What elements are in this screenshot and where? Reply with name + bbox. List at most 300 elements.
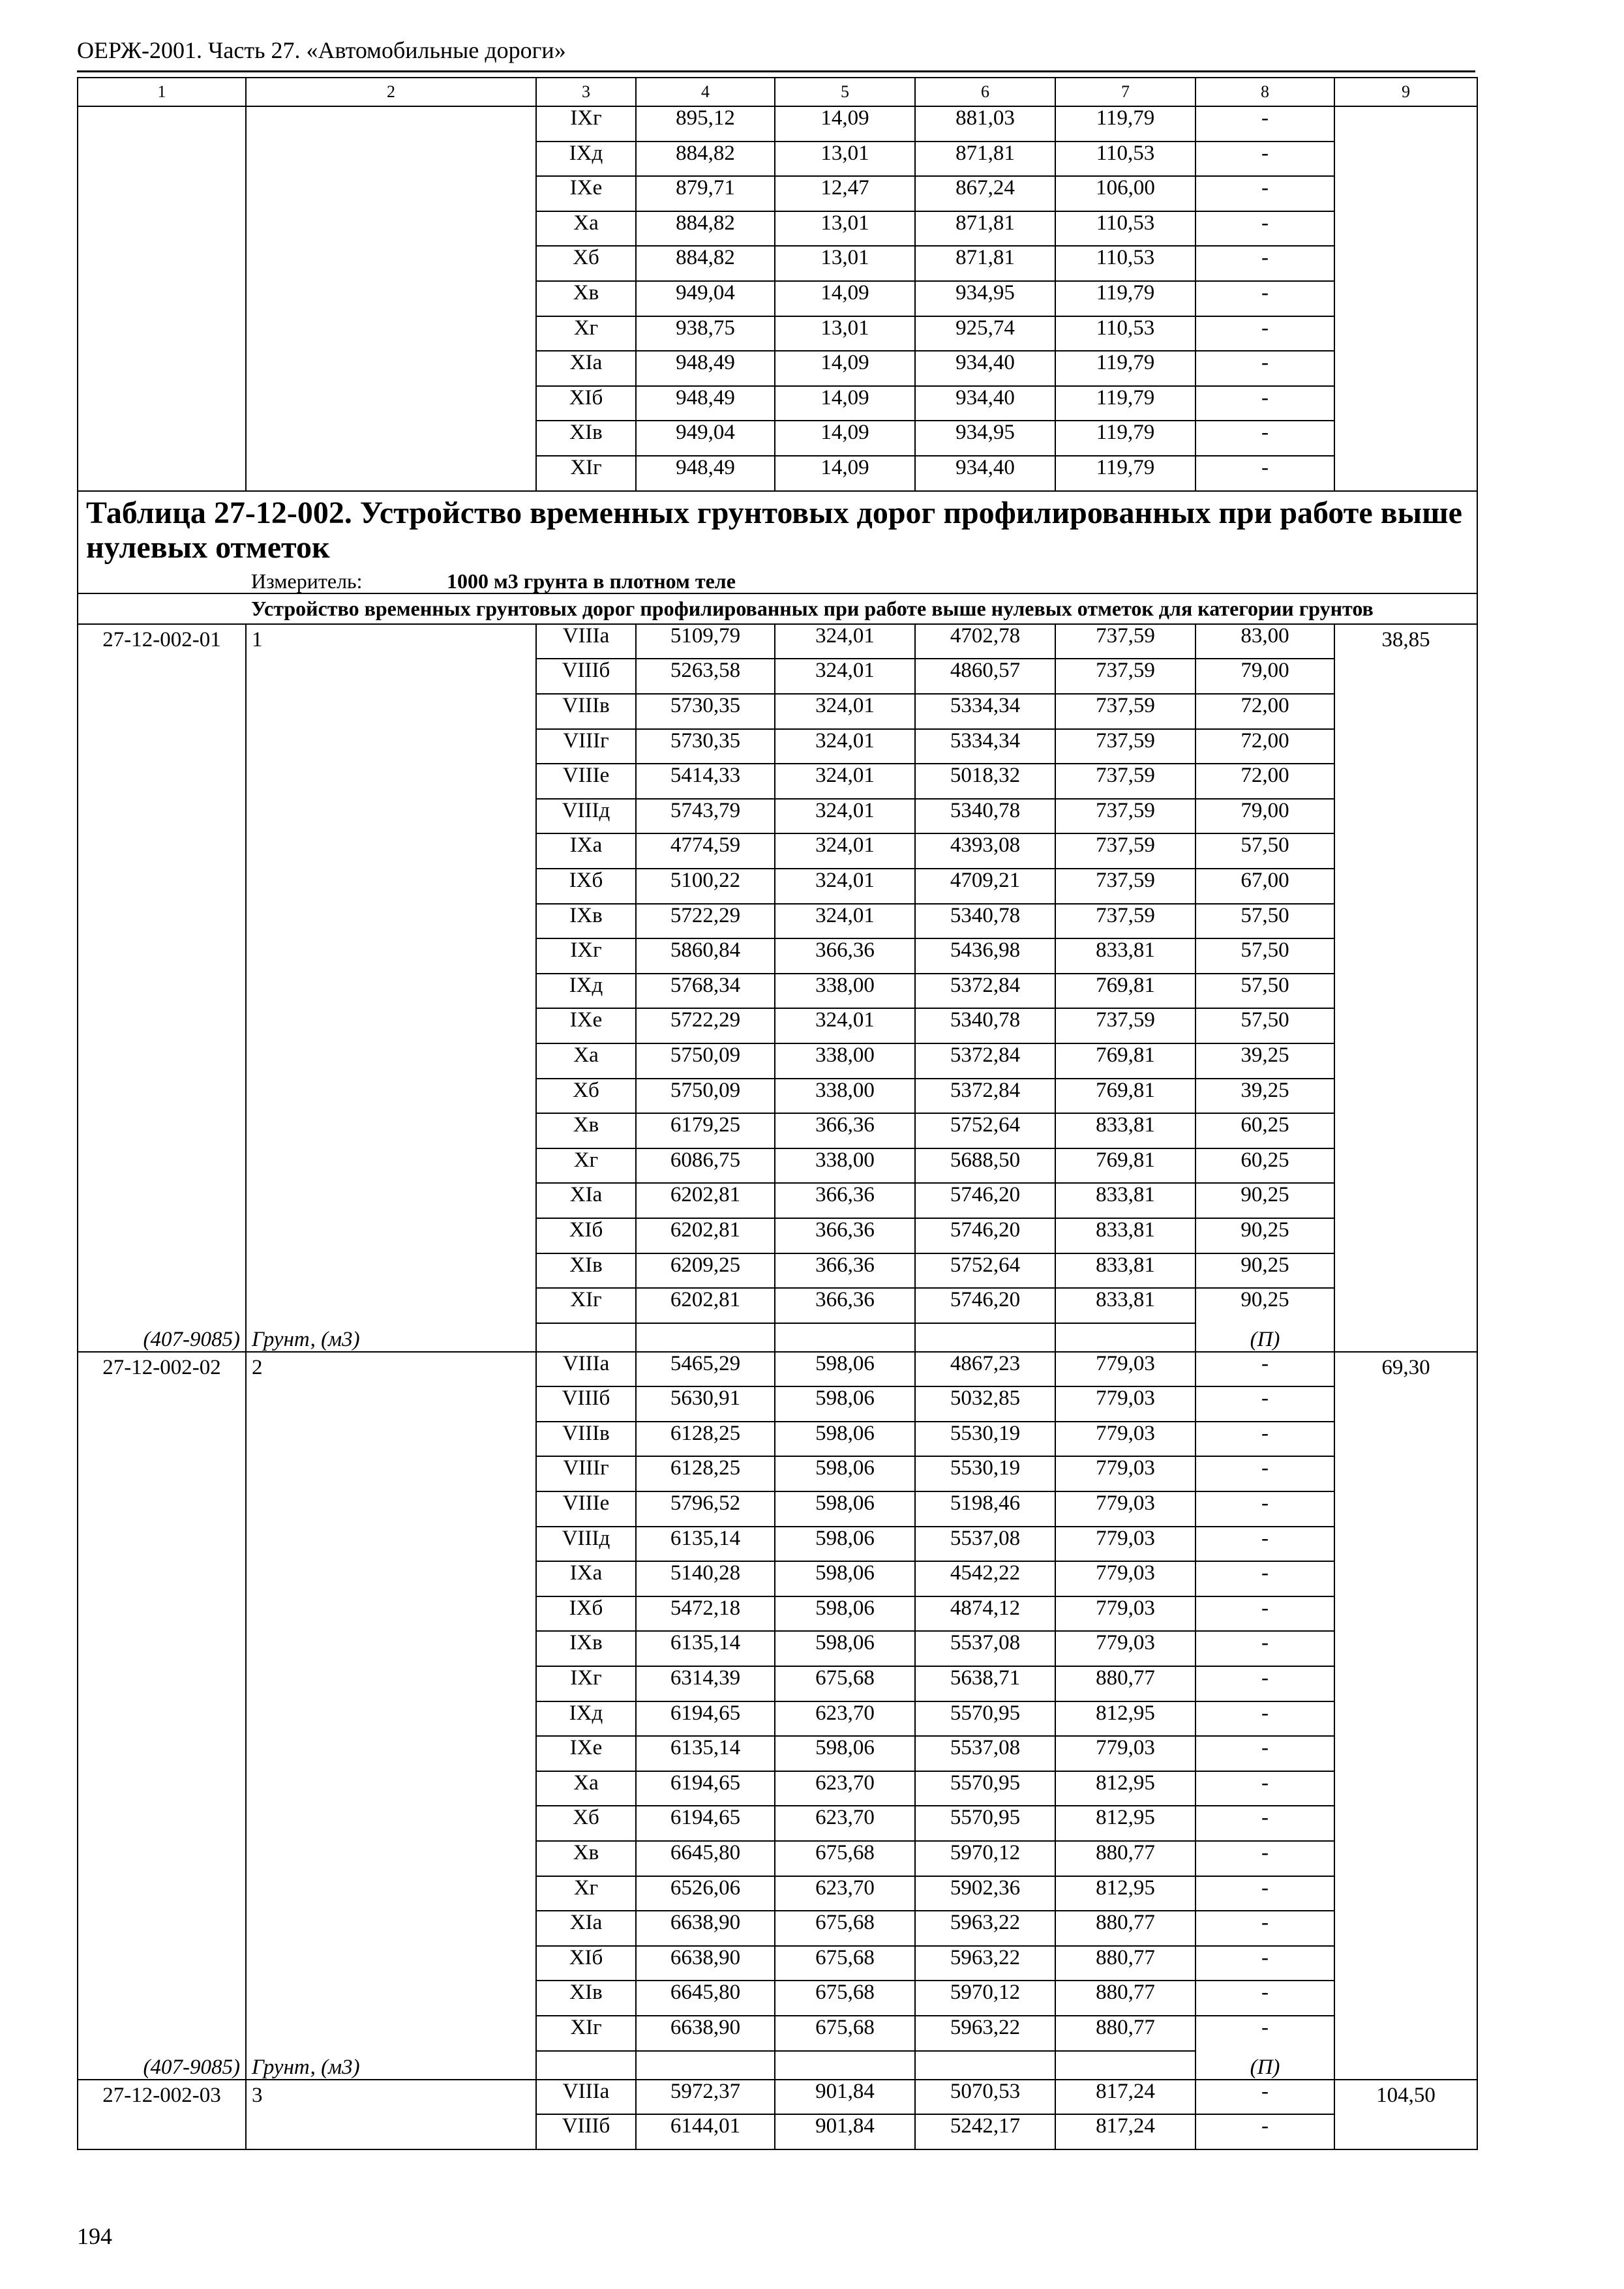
value-cell: 769,81 bbox=[1055, 1043, 1195, 1079]
column-number: 2 bbox=[246, 78, 536, 106]
category-cell: Xб bbox=[536, 246, 636, 281]
value-cell: 737,59 bbox=[1055, 869, 1195, 904]
category-cell: IXд bbox=[536, 1701, 636, 1737]
category-cell: VIIIб bbox=[536, 659, 636, 694]
category-cell: VIIIд bbox=[536, 799, 636, 834]
value-cell: 366,36 bbox=[775, 938, 915, 974]
category-cell: VIIIа bbox=[536, 1352, 636, 1387]
value-cell: 871,81 bbox=[915, 211, 1055, 247]
value-cell: 948,49 bbox=[636, 351, 775, 386]
column-number: 3 bbox=[536, 78, 636, 106]
value-cell: 5722,29 bbox=[636, 1008, 775, 1043]
category-cell: XIг bbox=[536, 2016, 636, 2051]
category-cell: VIIIа bbox=[536, 624, 636, 659]
value-cell: 13,01 bbox=[775, 316, 915, 352]
value-cell: 881,03 bbox=[915, 106, 1055, 142]
column-number: 8 bbox=[1195, 78, 1334, 106]
value-cell: 5768,34 bbox=[636, 974, 775, 1009]
header-rule bbox=[77, 70, 1475, 72]
value-cell: 72,00 bbox=[1195, 729, 1334, 764]
category-cell: XIв bbox=[536, 1253, 636, 1289]
value-cell: 884,82 bbox=[636, 246, 775, 281]
value-cell: 14,09 bbox=[775, 386, 915, 421]
value-cell: 119,79 bbox=[1055, 386, 1195, 421]
value-cell: 5796,52 bbox=[636, 1491, 775, 1527]
value-cell: 6086,75 bbox=[636, 1148, 775, 1184]
value-cell: 833,81 bbox=[1055, 1113, 1195, 1148]
value-cell: 12,47 bbox=[775, 176, 915, 211]
value-cell: 6314,39 bbox=[636, 1666, 775, 1701]
category-cell: VIIIв bbox=[536, 694, 636, 729]
category-cell: Xа bbox=[536, 1043, 636, 1079]
value-cell: 119,79 bbox=[1055, 351, 1195, 386]
value-cell: 324,01 bbox=[775, 694, 915, 729]
value-cell: - bbox=[1195, 1876, 1334, 1911]
category-cell: VIIIе bbox=[536, 1491, 636, 1527]
category-cell: VIIIе bbox=[536, 764, 636, 799]
value-cell: 884,82 bbox=[636, 211, 775, 247]
value-cell: 4702,78 bbox=[915, 624, 1055, 659]
value-cell: 5752,64 bbox=[915, 1253, 1055, 1289]
value-cell: 79,00 bbox=[1195, 799, 1334, 834]
value-cell: 737,59 bbox=[1055, 904, 1195, 939]
value-cell: 5860,84 bbox=[636, 938, 775, 974]
value-cell: - bbox=[1195, 1736, 1334, 1771]
value-cell: 5537,08 bbox=[915, 1736, 1055, 1771]
value-cell: 6202,81 bbox=[636, 1183, 775, 1218]
value-cell: 60,25 bbox=[1195, 1148, 1334, 1184]
value-cell: 5746,20 bbox=[915, 1218, 1055, 1253]
value-cell: 812,95 bbox=[1055, 1771, 1195, 1806]
value-cell: 938,75 bbox=[636, 316, 775, 352]
value-cell: 83,00 bbox=[1195, 624, 1334, 659]
value-cell: - bbox=[1195, 2080, 1334, 2115]
value-cell: - bbox=[1195, 351, 1334, 386]
resource-code: (407-9085) bbox=[78, 2051, 246, 2080]
value-cell: 779,03 bbox=[1055, 1352, 1195, 1387]
norm-name: 3 bbox=[246, 2080, 536, 2149]
value-cell: 106,00 bbox=[1055, 176, 1195, 211]
value-cell: 4867,23 bbox=[915, 1352, 1055, 1387]
value-cell: 833,81 bbox=[1055, 1183, 1195, 1218]
category-cell: IXв bbox=[536, 904, 636, 939]
table-title: Таблица 27-12-002. Устройство временных грунтовых дорог профилированных при работе выше нулевых отметок bbox=[78, 491, 1477, 569]
value-cell: - bbox=[1195, 1422, 1334, 1457]
value-cell: 5730,35 bbox=[636, 729, 775, 764]
resource-unit-mark: (П) bbox=[1195, 2051, 1334, 2080]
category-cell: XIа bbox=[536, 1911, 636, 1946]
resource-unit-mark: (П) bbox=[1195, 1323, 1334, 1352]
value-cell: 675,68 bbox=[775, 1666, 915, 1701]
value-cell: 110,53 bbox=[1055, 211, 1195, 247]
column-number: 4 bbox=[636, 78, 775, 106]
value-cell: - bbox=[1195, 456, 1334, 491]
value-cell: 623,70 bbox=[775, 1701, 915, 1737]
value-cell: 598,06 bbox=[775, 1456, 915, 1491]
value-cell: 779,03 bbox=[1055, 1422, 1195, 1457]
value-cell: 901,84 bbox=[775, 2114, 915, 2149]
value-cell: 5746,20 bbox=[915, 1183, 1055, 1218]
value-cell: 779,03 bbox=[1055, 1596, 1195, 1632]
value-cell: 948,49 bbox=[636, 386, 775, 421]
value-cell: 6135,14 bbox=[636, 1631, 775, 1666]
value-cell: 598,06 bbox=[775, 1352, 915, 1387]
value-cell: 79,00 bbox=[1195, 659, 1334, 694]
value-cell: - bbox=[1195, 316, 1334, 352]
value-cell: 6638,90 bbox=[636, 1946, 775, 1981]
category-cell: Xг bbox=[536, 316, 636, 352]
value-cell: 769,81 bbox=[1055, 1148, 1195, 1184]
value-cell: 366,36 bbox=[775, 1288, 915, 1323]
meter-label: Измеритель: bbox=[251, 569, 363, 593]
value-cell: 779,03 bbox=[1055, 1561, 1195, 1596]
value-cell: 90,25 bbox=[1195, 1183, 1334, 1218]
table-row bbox=[78, 2080, 1477, 2115]
value-cell: 39,25 bbox=[1195, 1043, 1334, 1079]
value-cell: 72,00 bbox=[1195, 694, 1334, 729]
value-cell: - bbox=[1195, 2016, 1334, 2051]
value-cell: - bbox=[1195, 246, 1334, 281]
value-cell: 5340,78 bbox=[915, 799, 1055, 834]
value-cell: 6209,25 bbox=[636, 1253, 775, 1289]
category-cell: IXе bbox=[536, 176, 636, 211]
value-cell: 14,09 bbox=[775, 456, 915, 491]
category-cell: IXг bbox=[536, 1666, 636, 1701]
empty-cell bbox=[1334, 1323, 1477, 1352]
value-cell: 5340,78 bbox=[915, 1008, 1055, 1043]
column-number: 5 bbox=[775, 78, 915, 106]
value-cell: - bbox=[1195, 1561, 1334, 1596]
value-cell: 5688,50 bbox=[915, 1148, 1055, 1184]
value-cell: 5730,35 bbox=[636, 694, 775, 729]
empty-cell bbox=[536, 1323, 636, 1352]
category-cell: IXв bbox=[536, 1631, 636, 1666]
value-cell: 948,49 bbox=[636, 456, 775, 491]
value-cell: 833,81 bbox=[1055, 1218, 1195, 1253]
value-cell: 324,01 bbox=[775, 833, 915, 869]
value-cell: - bbox=[1195, 1701, 1334, 1737]
value-cell: 110,53 bbox=[1055, 142, 1195, 177]
col9-cell-empty bbox=[1334, 106, 1477, 491]
value-cell: 879,71 bbox=[636, 176, 775, 211]
value-cell: 324,01 bbox=[775, 904, 915, 939]
category-cell: IXг bbox=[536, 106, 636, 142]
value-cell: 5340,78 bbox=[915, 904, 1055, 939]
category-cell: IXа bbox=[536, 1561, 636, 1596]
resource-row bbox=[78, 1323, 1477, 1352]
column-number-row bbox=[78, 78, 1477, 106]
value-cell: 5570,95 bbox=[915, 1806, 1055, 1841]
value-cell: 324,01 bbox=[775, 1008, 915, 1043]
value-cell: 6645,80 bbox=[636, 1981, 775, 2016]
value-cell: 5472,18 bbox=[636, 1596, 775, 1632]
value-cell: 5263,58 bbox=[636, 659, 775, 694]
value-cell: 6202,81 bbox=[636, 1218, 775, 1253]
value-cell: 737,59 bbox=[1055, 694, 1195, 729]
value-cell: 6144,01 bbox=[636, 2114, 775, 2149]
value-cell: - bbox=[1195, 1631, 1334, 1666]
value-cell: - bbox=[1195, 142, 1334, 177]
value-cell: - bbox=[1195, 1386, 1334, 1422]
value-cell: 884,82 bbox=[636, 142, 775, 177]
category-cell: XIв bbox=[536, 421, 636, 456]
value-cell: 880,77 bbox=[1055, 2016, 1195, 2051]
value-cell: 5372,84 bbox=[915, 1079, 1055, 1114]
value-cell: 14,09 bbox=[775, 421, 915, 456]
value-cell: 833,81 bbox=[1055, 938, 1195, 974]
value-cell: 5537,08 bbox=[915, 1631, 1055, 1666]
value-cell: 871,81 bbox=[915, 142, 1055, 177]
table-title-row bbox=[78, 491, 1477, 569]
value-cell: 934,40 bbox=[915, 456, 1055, 491]
value-cell: - bbox=[1195, 176, 1334, 211]
value-cell: 5334,34 bbox=[915, 729, 1055, 764]
value-cell: 5537,08 bbox=[915, 1527, 1055, 1562]
category-cell: Xа bbox=[536, 211, 636, 247]
value-cell: 4874,12 bbox=[915, 1596, 1055, 1632]
category-cell: IXг bbox=[536, 938, 636, 974]
category-cell: IXе bbox=[536, 1736, 636, 1771]
value-cell: 880,77 bbox=[1055, 1841, 1195, 1876]
empty-cell bbox=[1334, 2051, 1477, 2080]
value-cell: 67,00 bbox=[1195, 869, 1334, 904]
value-cell: 5570,95 bbox=[915, 1771, 1055, 1806]
value-cell: 833,81 bbox=[1055, 1288, 1195, 1323]
value-cell: 119,79 bbox=[1055, 106, 1195, 142]
column-number: 6 bbox=[915, 78, 1055, 106]
value-cell: - bbox=[1195, 1911, 1334, 1946]
value-cell: 5032,85 bbox=[915, 1386, 1055, 1422]
resource-name: Грунт, (м3) bbox=[246, 2051, 536, 2080]
value-cell: 6194,65 bbox=[636, 1771, 775, 1806]
value-cell: 6128,25 bbox=[636, 1422, 775, 1457]
value-cell: - bbox=[1195, 1456, 1334, 1491]
value-cell: - bbox=[1195, 1491, 1334, 1527]
value-cell: - bbox=[1195, 1841, 1334, 1876]
empty-cell bbox=[775, 2051, 915, 2080]
table-row bbox=[78, 1352, 1477, 1387]
value-cell: 934,40 bbox=[915, 351, 1055, 386]
value-cell: 5334,34 bbox=[915, 694, 1055, 729]
norm-code: 27-12-002-01 bbox=[78, 624, 246, 1323]
value-cell: 623,70 bbox=[775, 1876, 915, 1911]
value-cell: 4393,08 bbox=[915, 833, 1055, 869]
value-cell: 4774,59 bbox=[636, 833, 775, 869]
category-cell: Xг bbox=[536, 1876, 636, 1911]
value-cell: - bbox=[1195, 1946, 1334, 1981]
value-cell: 5970,12 bbox=[915, 1841, 1055, 1876]
value-cell: 60,25 bbox=[1195, 1113, 1334, 1148]
value-cell: 14,09 bbox=[775, 281, 915, 316]
category-cell: Xв bbox=[536, 1113, 636, 1148]
value-cell: 598,06 bbox=[775, 1736, 915, 1771]
value-cell: 6194,65 bbox=[636, 1806, 775, 1841]
value-cell: 5372,84 bbox=[915, 1043, 1055, 1079]
empty-cell bbox=[775, 1323, 915, 1352]
value-cell: 4542,22 bbox=[915, 1561, 1055, 1596]
value-cell: 5722,29 bbox=[636, 904, 775, 939]
value-cell: 324,01 bbox=[775, 764, 915, 799]
norm-name: 2 bbox=[246, 1352, 536, 2051]
value-cell: 598,06 bbox=[775, 1527, 915, 1562]
value-cell: - bbox=[1195, 1352, 1334, 1387]
value-cell: 5752,64 bbox=[915, 1113, 1055, 1148]
value-cell: 737,59 bbox=[1055, 729, 1195, 764]
name-cell-empty bbox=[246, 106, 536, 491]
value-cell: 119,79 bbox=[1055, 421, 1195, 456]
value-cell: 13,01 bbox=[775, 211, 915, 247]
value-cell: 5902,36 bbox=[915, 1876, 1055, 1911]
table-heading: Устройство временных грунтовых дорог профилированных при работе выше нулевых отметок для категории грунтов bbox=[78, 593, 1477, 624]
value-cell: 5750,09 bbox=[636, 1079, 775, 1114]
value-cell: 5743,79 bbox=[636, 799, 775, 834]
value-cell: 366,36 bbox=[775, 1253, 915, 1289]
value-cell: 57,50 bbox=[1195, 938, 1334, 974]
value-cell: 737,59 bbox=[1055, 799, 1195, 834]
column-number: 9 bbox=[1334, 78, 1477, 106]
code-cell-empty bbox=[78, 106, 246, 491]
value-cell: 779,03 bbox=[1055, 1386, 1195, 1422]
empty-cell bbox=[1055, 1323, 1195, 1352]
category-cell: XIб bbox=[536, 1218, 636, 1253]
value-cell: 110,53 bbox=[1055, 316, 1195, 352]
value-cell: 598,06 bbox=[775, 1561, 915, 1596]
value-cell: 779,03 bbox=[1055, 1527, 1195, 1562]
value-cell: 675,68 bbox=[775, 1841, 915, 1876]
value-cell: 13,01 bbox=[775, 142, 915, 177]
category-cell: Xб bbox=[536, 1806, 636, 1841]
value-cell: 5109,79 bbox=[636, 624, 775, 659]
value-cell: 324,01 bbox=[775, 799, 915, 834]
category-cell: IXб bbox=[536, 1596, 636, 1632]
value-cell: 5963,22 bbox=[915, 1946, 1055, 1981]
value-cell: 4709,21 bbox=[915, 869, 1055, 904]
value-cell: 338,00 bbox=[775, 1079, 915, 1114]
value-cell: 6526,06 bbox=[636, 1876, 775, 1911]
table-row bbox=[78, 624, 1477, 659]
value-cell: 5972,37 bbox=[636, 2080, 775, 2115]
value-cell: 324,01 bbox=[775, 624, 915, 659]
value-cell: 598,06 bbox=[775, 1631, 915, 1666]
value-cell: 817,24 bbox=[1055, 2080, 1195, 2115]
value-cell: 72,00 bbox=[1195, 764, 1334, 799]
value-cell: 6202,81 bbox=[636, 1288, 775, 1323]
value-cell: 338,00 bbox=[775, 1043, 915, 1079]
empty-cell bbox=[915, 1323, 1055, 1352]
category-cell: VIIIб bbox=[536, 2114, 636, 2149]
value-cell: 338,00 bbox=[775, 1148, 915, 1184]
labor-value: 69,30 bbox=[1334, 1352, 1477, 2051]
category-cell: VIIIг bbox=[536, 1456, 636, 1491]
value-cell: 57,50 bbox=[1195, 974, 1334, 1009]
resource-name: Грунт, (м3) bbox=[246, 1323, 536, 1352]
value-cell: 598,06 bbox=[775, 1386, 915, 1422]
value-cell: 5970,12 bbox=[915, 1981, 1055, 2016]
category-cell: VIIIг bbox=[536, 729, 636, 764]
value-cell: 779,03 bbox=[1055, 1491, 1195, 1527]
value-cell: 5242,17 bbox=[915, 2114, 1055, 2149]
category-cell: IXд bbox=[536, 142, 636, 177]
resource-row bbox=[78, 2051, 1477, 2080]
value-cell: 880,77 bbox=[1055, 1946, 1195, 1981]
value-cell: 57,50 bbox=[1195, 1008, 1334, 1043]
value-cell: 779,03 bbox=[1055, 1736, 1195, 1771]
category-cell: VIIIб bbox=[536, 1386, 636, 1422]
value-cell: 769,81 bbox=[1055, 1079, 1195, 1114]
column-number: 1 bbox=[78, 78, 246, 106]
norms-table bbox=[77, 77, 1478, 2150]
category-cell: Xа bbox=[536, 1771, 636, 1806]
value-cell: 623,70 bbox=[775, 1806, 915, 1841]
value-cell: - bbox=[1195, 1596, 1334, 1632]
value-cell: 598,06 bbox=[775, 1596, 915, 1632]
value-cell: 880,77 bbox=[1055, 1666, 1195, 1701]
value-cell: 949,04 bbox=[636, 281, 775, 316]
value-cell: 5465,29 bbox=[636, 1352, 775, 1387]
value-cell: - bbox=[1195, 1527, 1334, 1562]
value-cell: 5530,19 bbox=[915, 1456, 1055, 1491]
norm-name: 1 bbox=[246, 624, 536, 1323]
empty-cell bbox=[636, 2051, 775, 2080]
value-cell: 6194,65 bbox=[636, 1701, 775, 1737]
value-cell: 5746,20 bbox=[915, 1288, 1055, 1323]
value-cell: 366,36 bbox=[775, 1218, 915, 1253]
value-cell: 737,59 bbox=[1055, 833, 1195, 869]
value-cell: 675,68 bbox=[775, 1911, 915, 1946]
value-cell: - bbox=[1195, 211, 1334, 247]
value-cell: 5070,53 bbox=[915, 2080, 1055, 2115]
meter-value: 1000 м3 грунта в плотном теле bbox=[447, 569, 736, 593]
value-cell: 324,01 bbox=[775, 869, 915, 904]
value-cell: 5100,22 bbox=[636, 869, 775, 904]
labor-value: 104,50 bbox=[1334, 2080, 1477, 2149]
value-cell: 675,68 bbox=[775, 1981, 915, 2016]
column-number: 7 bbox=[1055, 78, 1195, 106]
meter-row bbox=[78, 568, 1477, 593]
value-cell: 14,09 bbox=[775, 351, 915, 386]
category-cell: IXе bbox=[536, 1008, 636, 1043]
value-cell: 737,59 bbox=[1055, 624, 1195, 659]
value-cell: 4860,57 bbox=[915, 659, 1055, 694]
value-cell: 57,50 bbox=[1195, 904, 1334, 939]
value-cell: 737,59 bbox=[1055, 1008, 1195, 1043]
category-cell: Xб bbox=[536, 1079, 636, 1114]
empty-cell bbox=[536, 2051, 636, 2080]
value-cell: 5963,22 bbox=[915, 1911, 1055, 1946]
empty-cell bbox=[1055, 2051, 1195, 2080]
value-cell: 6128,25 bbox=[636, 1456, 775, 1491]
value-cell: 769,81 bbox=[1055, 974, 1195, 1009]
value-cell: 324,01 bbox=[775, 659, 915, 694]
norm-code: 27-12-002-03 bbox=[78, 2080, 246, 2149]
value-cell: 5140,28 bbox=[636, 1561, 775, 1596]
category-cell: Xв bbox=[536, 281, 636, 316]
value-cell: 119,79 bbox=[1055, 281, 1195, 316]
value-cell: 901,84 bbox=[775, 2080, 915, 2115]
value-cell: 598,06 bbox=[775, 1422, 915, 1457]
norm-code: 27-12-002-02 bbox=[78, 1352, 246, 2051]
value-cell: 324,01 bbox=[775, 729, 915, 764]
value-cell: 338,00 bbox=[775, 974, 915, 1009]
value-cell: 623,70 bbox=[775, 1771, 915, 1806]
value-cell: - bbox=[1195, 1666, 1334, 1701]
value-cell: 737,59 bbox=[1055, 764, 1195, 799]
value-cell: 5372,84 bbox=[915, 974, 1055, 1009]
value-cell: 5638,71 bbox=[915, 1666, 1055, 1701]
page-number: 194 bbox=[77, 2223, 112, 2249]
category-cell: VIIIд bbox=[536, 1527, 636, 1562]
value-cell: 39,25 bbox=[1195, 1079, 1334, 1114]
